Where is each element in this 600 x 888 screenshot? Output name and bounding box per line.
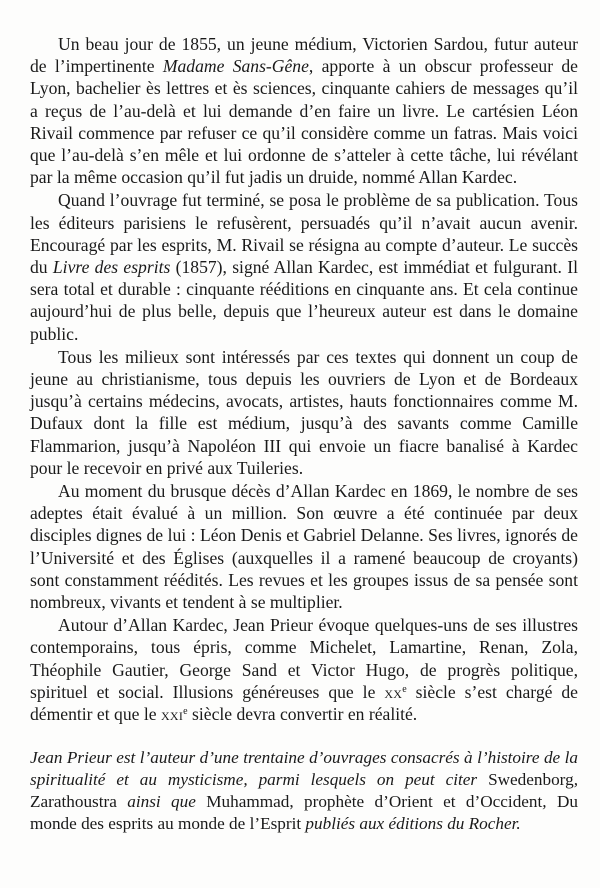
text-segment: Quand l’ouvrage fut terminé, se posa le problème de sa publication. Tous les éditeurs parisiens le refusèrent, persuadés qu’il n’avait aucun avenir. Encouragé par les esprits, M. Rivail se résigna au compte d’auteur. Le succès du — [30, 190, 578, 278]
note-italic-segment: , — [542, 791, 557, 811]
book-title-swedenborg: Swedenborg — [488, 770, 574, 790]
summary-text-block — [30, 33, 578, 834]
text-segment: Autour d’Allan Kardec, Jean Prieur évoque quelques-uns de ses illustres contemporains, tous épris, comme Michelet, Lamartine, Renan, Zola, Théophile Gautier, George Sand et Victor Hugo, de progrès politique, spirituel et social. Illusions généreuses que le — [30, 615, 578, 702]
paragraph-publication — [30, 189, 578, 344]
book-title-zarathoustra: Zarathoustra — [30, 791, 117, 811]
text-segment: Au moment du brusque décès d’Allan Kardec en 1869, le nombre de ses adeptes était évalué à un million. Son œuvre a été continuée par deux disciples dignes de lui : Léon Denis et Gabriel Delanne. Ses livres, ignorés de l’Université et des Églises (auxquelles il a ramené beaucoup de croyants) sont constamment réédités. Les revues et les groupes issus de sa pensée sont nombreux, vivants et tendent à se multiplier. — [30, 481, 578, 613]
italic-title-madame-sans-gene: Madame Sans-Gêne — [162, 56, 309, 77]
century-numeral-xxi: xxi — [160, 704, 184, 725]
note-italic-segment: Jean Prieur est l’auteur d’une trentaine d’ouvrages consacrés à l’histoire de la spiritualité et au mysticisme, parmi lesquels on peut citer — [30, 748, 578, 790]
text-segment: siècle s’est chargé de démentir et que le — [30, 681, 578, 725]
century-exponent: e — [183, 706, 188, 718]
note-italic-segment: ainsi que — [116, 791, 207, 811]
author-note — [30, 747, 578, 834]
text-segment: , apporte à un obscur professeur de Lyon, bachelier ès lettres et ès sciences, cinquante cahiers de messages qu’il a reçus de l’au-delà et lui demande d’en faire un livre. Le cartésien Léon Rivail commence par refuser ce qu’il considère comme un fatras. Mais voici que l’au-delà s’en mêle et lui ordonne de s’atteler à cette tâche, lui révélant par la même occasion qu’il fut jadis un druide, nommé Allan Kardec. — [30, 56, 578, 188]
text-segment: (1857), signé Allan Kardec, est immédiat et fulgurant. Il sera total et durable : cinquante rééditions en cinquante ans. Et cela continue aujourd’hui de plus belle, depuis que l’heureux auteur est dans le domaine public. — [30, 257, 578, 344]
century-numeral-xx: xx — [384, 681, 403, 702]
italic-title-livre-des-esprits: Livre des esprits — [52, 257, 171, 278]
note-italic-segment: , — [573, 770, 578, 790]
century-exponent: e — [402, 683, 407, 695]
text-segment: Tous les milieux sont intéressés par ces textes qui donnent un coup de jeune au christianisme, tous depuis les ouvriers de Lyon et de Bordeaux jusqu’à certains médecins, avocats, artistes, hauts fonctionnaires comme M. Dufaux dont la fille est médium, jusqu’à des savants comme Camille Flammarion, jusqu’à Napoléon III qui envoie un fiacre banalisé à Kardec pour le recevoir en privé aux Tuileries. — [30, 346, 578, 478]
paragraph-sardou — [30, 33, 578, 188]
book-title-du-monde-des-esprits: Du monde des esprits au monde de l’Esprit — [30, 791, 578, 833]
note-italic-segment: publiés aux éditions du Rocher. — [301, 813, 521, 833]
paragraph-contemporains — [30, 614, 578, 725]
text-segment: siècle devra convertir en réalité. — [187, 704, 418, 725]
text-segment: Un beau jour de 1855, un jeune médium, Victorien Sardou, futur auteur de l’impertinente — [30, 34, 578, 77]
paragraph-milieux — [30, 346, 578, 479]
book-title-muhammad: Muhammad, prophète d’Orient et d’Occident — [206, 791, 543, 811]
paragraph-deces-kardec — [30, 480, 578, 613]
